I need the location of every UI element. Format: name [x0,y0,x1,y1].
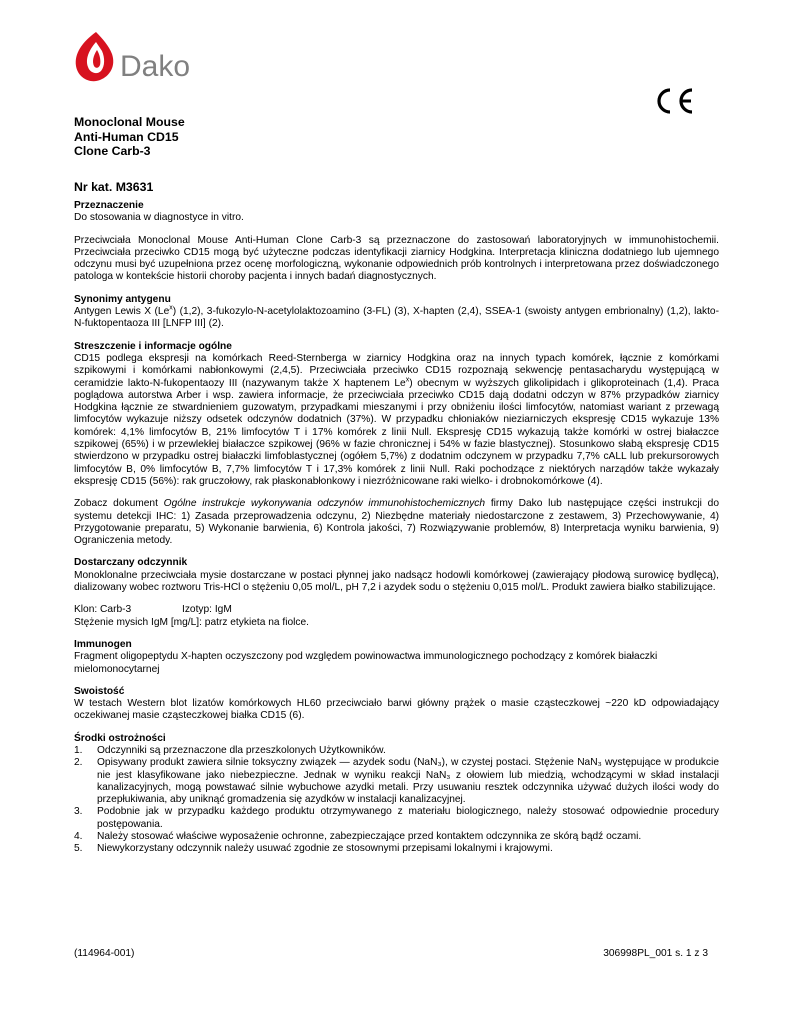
paragraph: Do stosowania w diagnostyce in vitro. [74,212,244,224]
heading-przeznaczenie: Przeznaczenie [74,200,144,211]
heading-swoistosc: Swoistość [74,685,125,697]
document-body [74,200,719,856]
clone-line: Klon: Carb-3 Izotyp: IgM [74,604,232,616]
brand-name: Dako [120,50,191,83]
paragraph: Zobacz dokument Ogólne instrukcje wykonywania odczynów immunohistochemicznych firmy Dako lub następujące części instrukcji do systemu detekcji IHC: 1) Zasada przeprowadzenia odczynu, 2) Niezbędne materiały niedostarczone z zestawem, 3) Przechowywanie, 4) Przygotowanie preparatu, 5) Wykonanie barwienia, 6) Kontrola jakości, 7) Rozwiązywanie problemów, 8) Interpretacja wyniku barwienia, 9) Ograniczenia metody. [74,498,719,547]
product-title: Monoclonal Mouse Anti-Human CD15 Clone Carb-3 [74,115,185,159]
footer-page-number: 306998PL_001 s. 1 z 3 [603,948,708,959]
paragraph: Monoklonalne przeciwciała mysie dostarczane w postaci płynnej jako nadsącz hodowli komórkowej (zawierający płodową surowicę bydlęcą), dializowany wobec roztworu Tris-HCl o stężeniu 0,05 mol/L, pH 7,2 i azydek sodu o stężeniu 0,015 mol/L. Produkt zawiera białko stabilizujące. [74,569,719,594]
paragraph: Antygen Lewis X (Le$^x$) (1,2), 3-fukozylo-N-acetylolaktozoamino (3-FL) (3), X-hapten (2,4), SSEA-1 (swoisty antygen embrionalny) (1,2), lakto-N-fuktopentaoza III [LNFP III] (2). [74,304,719,330]
paragraph: W testach Western blot lizatów komórkowych HL60 przeciwciało barwi główny prążek o masie cząsteczkowej ~220 kD odpowiadający oczekiwanej masie cząsteczkowej białka CD15 (6). [74,698,719,722]
list-item: 5. Niewykorzystany odczynnik należy usuwać zgodnie ze stosownymi przepisami lokalnymi i krajowymi. [74,843,553,855]
heading-srodki: Środki ostrożności [74,732,166,744]
paragraph: Fragment oligopeptydu X-hapten oczyszczony pod względem powinowactwa immunologicznego pochodzący z komórek białaczki mielomonocytarnej [74,651,658,675]
heading-streszczenie: Streszczenie i informacje ogólne [74,340,232,352]
list-item: 1. Odczynniki są przeznaczone dla przeszkolonych Użytkowników. [74,744,386,756]
heading-synonimy: Synonimy antygenu [74,293,171,305]
precautions-list [74,745,719,856]
paragraph: Przeciwciała Monoclonal Mouse Anti-Human Clone Carb-3 są przeznaczone do zastosowań laboratoryjnych w immunohistochemii. Przeciwciała przeciwko CD15 mogą być użyteczne podczas identyfikacji ziarnicy Hodgkina. Interpretacja kliniczna dodatniego lub ujemnego odczynu musi być uzupełniona przez ocenę morfologiczną, wykonanie odpowiednich prób kontrolnych i interpretowana przez doświadczonego patologa w kontekście historii choroby pacjenta i innych badań diagnostycznych. [74,234,719,283]
paragraph: CD15 podlega ekspresji na komórkach Reed-Sternberga w ziarnicy Hodgkina oraz na innych typach komórek, łącznie z komórkami szpikowymi i komórkami nabłonkowymi (2,4,5). Przeciwciała przeciwko CD15 rozpoznają sekwencję pentasacharydu występującą w ceramidzie lakto-N-fukopentaozy III (nazywanym także X haptenem Le$^x$) obecnym w wyższych glikolipidach i glikoproteinach (1,4). Praca poglądowa autorstwa Arber i wsp. zawiera informacje, że przeciwciała przeciwko CD15 dają dodatni odczyn w 87% przypadków ziarnicy Hodgkina łącznie ze stwardnieniem guzowatym, przypadkami mieszanymi i przy obniżeniu ilości limfocytów, natomiast wariant z przewagą limfocytów wykazuje niższy odsetek odczynów dodatnich (37%). W przypadku chłoniaków nieziarniczych ekspresję CD15 wykazuje 13% komórek: 4,1% limfocytów B, 21% limfocytów T i 17% komórek z linii Null. Ekspresję CD15 wykazują także komórki w ostrej białaczce szpikowej (65%) i w przewlekłej białaczce szpikowej (96% w fazie chronicznej i 54% w fazie blastycznej). Stosunkowo słabą ekspresję CD15 stwierdzono w przypadku ostrej białaczki limfoblastycznej (ogółem 5,7%) z dodatnim odczynem w przypadku 7,7% cALL lub prekursorowych limfocytów B, 0% limfocytów B, 7,7% limfocytów T i 17,3% komórek z linii Null. Raki pochodzące z niektórych narządów także wykazały ekspresję CD15 (56%): rak gruczołowy, rak płaskonabłonkowy i niezróżnicowane raki wielko- i drobnokomórkowe (4). [74,352,720,487]
concentration-line: Stężenie mysich IgM [mg/L]: patrz etykieta na fiolce. [74,616,309,628]
ce-mark-icon [653,86,697,116]
list-item: 2. Opisywany produkt zawiera silnie toksyczny związek — azydek sodu (NaN₃), w czystej postaci. Stężenie NaN₃ występujące w produkcie nie jest klasyfikowane jako niebezpieczne. Jednak w wyniku reakcji NaN₃ z ołowiem lub miedzią, wchodzącymi w skład instalacji kanalizacyjnych, mogą powstawać silnie wybuchowe azydki metali. Przy usuwaniu resztek odczynnika używać dużych ilości wody do przepłukiwania, aby uniknąć gromadzenia się azydków w instalacji kanalizacyjnej. [74,757,719,806]
footer-doc-code: (114964-001) [74,948,135,959]
list-item: 3. Podobnie jak w przypadku każdego produktu otrzymywanego z materiału biologicznego, należy stosować odpowiednie procedury postępowania. [74,806,719,830]
heading-immunogen: Immunogen [74,638,132,650]
list-item: 4. Należy stosować właściwe wyposażenie ochronne, zabezpieczające przed kontaktem odczynnika ze skórą bądź oczami. [74,831,642,843]
catalog-number: Nr kat. M3631 [74,180,154,194]
heading-dostarczany: Dostarczany odczynnik [74,557,188,569]
